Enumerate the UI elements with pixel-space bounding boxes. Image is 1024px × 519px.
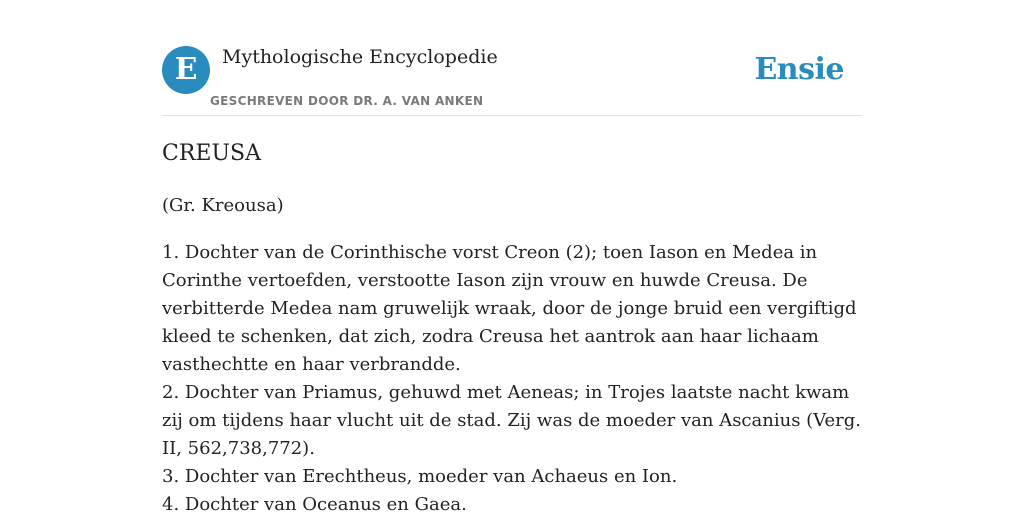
entry-paragraph: 3. Dochter van Erechtheus, moeder van Achaeus en Ion. — [162, 466, 678, 487]
entry-paragraph: 4. Dochter van Oceanus en Gaea. — [162, 494, 467, 515]
book-title-link[interactable]: Mythologische Encyclopedie — [222, 46, 498, 68]
entry-paragraph: 1. Dochter van de Corinthische vorst Creon (2); toen Iason en Medea in Corinthe vertoefden, verstootte Iason zijn vrouw en huwde Creusa. De verbitterde Medea nam gruwelijk wraak, door de jonge bruid een vergiftigd kleed te schenken, dat zich, zodra Creusa het aantrok aan haar lichaam vasthechtte en haar verbrandde. — [162, 242, 857, 375]
entry-body — [162, 239, 862, 519]
header-divider — [162, 115, 862, 116]
site-header — [162, 46, 862, 116]
entry-paragraph: 2. Dochter van Priamus, gehuwd met Aeneas; in Trojes laatste nacht kwam zij om tijdens haar vlucht uit de stad. Zij was de moeder van Ascanius (Verg. II, 562,738,772). — [162, 382, 862, 459]
entry-title: CREUSA — [162, 141, 261, 166]
entry-subtitle: (Gr. Kreousa) — [162, 195, 284, 216]
encyclopedia-logo-icon[interactable]: E — [162, 46, 210, 94]
ensie-brand-logo[interactable]: Ensie — [754, 52, 844, 87]
author-byline: GESCHREVEN DOOR DR. A. VAN ANKEN — [210, 94, 484, 108]
